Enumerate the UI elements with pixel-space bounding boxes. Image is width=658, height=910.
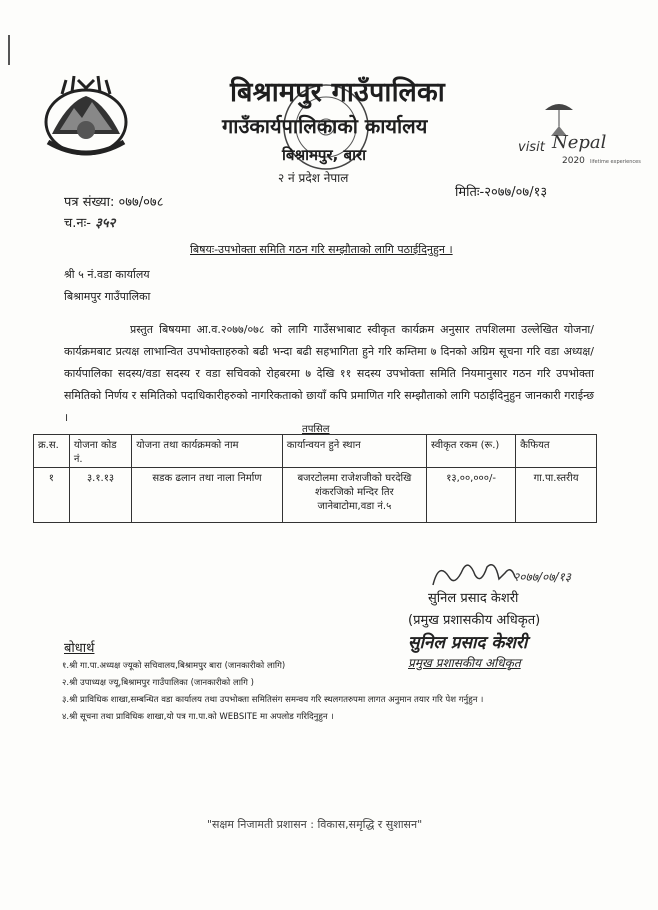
list-item: १.श्री गा.पा.अध्यक्ष ज्यूको सचिवालय,बिश्रामपुर बारा (जानकारीको लागि) [62, 661, 286, 671]
date-value: २०७७/०७/१३ [484, 185, 548, 200]
addressee-line-2: बिश्रामपुर गाउँपालिका [64, 290, 151, 303]
letter-subject: बिषयः-उपभोक्ता समिति गठन गरि सम्झौताको लागि पठाईदिनुहुन । [190, 243, 453, 256]
office-province: २ नं प्रदेश नेपाल [278, 171, 349, 185]
signature-date: २०७७/०७/१३ [513, 570, 572, 584]
cell-location: बजरटोलमा राजेशजीको घरदेखि शंकरजिको मन्दिर तिर जानेबाटोमा,वडा नं.५ [282, 468, 426, 523]
reference-label: पत्र संख्या: [64, 195, 115, 210]
name-stamp: सुनिल प्रसाद केशरी [408, 633, 528, 653]
letter-body: प्रस्तुत बिषयमा आ.व.२०७७/०७८ को लागि गाउँसभाबाट स्वीकृत कार्यक्रम अनुसार तपशिलमा उल्लेखित योजना/कार्यक्रमबाट प्रत्यक्ष लाभान्वित उपभोक्ताहरुको बढी भन्दा बढी सहभागिता हुने गरि कम्तिमा ७ दिनको अग्रिम सूचना गरि वडा अध्यक्ष/कार्यपालिका सदस्य/वडा सदस्य र वडा सचिवको रोहबरमा ७ देखि ११ सदस्य उपभोक्ता समिति नियमानुसार गठन गरि उपभोक्ता समितिको निर्णय र समितिको पदाधिकारीहरुको नागरिकताको छायाँ कपि प्रमाणित गरि सम्झौताको लागि पठाईदिनुहुन जानकारी गराईन्छ । [64, 323, 594, 424]
visit-nepal-year: 2020 [562, 156, 585, 166]
margin-mark [8, 35, 10, 65]
office-place: बिश्रामपुर, बारा [282, 146, 366, 164]
copies-heading: बोधार्थ [64, 641, 95, 656]
cell-remarks: गा.पा.स्तरीय [516, 468, 597, 523]
cell-code: ३.१.१३ [69, 468, 131, 523]
dispatch-value: ३५२ [95, 216, 116, 231]
municipality-name: बिश्रामपुर गाउँपालिका [230, 77, 445, 108]
reference-number [64, 192, 163, 210]
list-item: २.श्री उपाध्यक्ष ज्यू,बिश्रामपुर गाउँपालिका (जानकारीको लागि ) [62, 678, 254, 688]
copies-list [62, 658, 483, 726]
plan-table [33, 434, 597, 523]
title-stamp: प्रमुख प्रशासकीय अधिकृत [408, 656, 521, 670]
nepal-text: Nepal [552, 132, 607, 153]
reference-value: ०७७/०७८ [118, 195, 164, 210]
header-serial: क्र.स. [34, 435, 70, 468]
list-item: ४.श्री सूचना तथा प्राविधिक शाखा,यो पत्र गा.पा.को WEBSITE मा अपलोड गरिदिनुहुन । [62, 712, 334, 722]
footer-motto: "सक्षम निजामती प्रशासन : विकास,समृद्धि र सुशासन" [207, 818, 423, 831]
table-caption: तपसिल [302, 424, 330, 435]
visit-nepal-tagline: lifetime experiences [590, 159, 641, 165]
date-label: मितिः- [455, 185, 485, 200]
cell-amount: १३,००,०००/- [427, 468, 516, 523]
dispatch-label: च.नः- [64, 216, 91, 231]
signer-name: सुनिल प्रसाद केशरी [428, 591, 519, 606]
visit-text: visit [518, 140, 545, 155]
cell-serial: १ [34, 468, 70, 523]
table-header-row [34, 435, 597, 468]
nepal-emblem-icon [38, 72, 134, 164]
signer-title: (प्रमुख प्रशासकीय अधिकृत) [408, 613, 541, 628]
office-name: गाउँकार्यपालिकाको कार्यालय [222, 114, 428, 138]
header-code: योजना कोड नं. [69, 435, 131, 468]
cell-plan-name: सडक ढलान तथा नाला निर्माण [132, 468, 282, 523]
dispatch-number [64, 213, 115, 231]
list-item: ३.श्री प्राविधिक शाखा,सम्बन्धित वडा कार्यालय तथा उपभोक्ता समितिसंग समन्वय गरि स्थलगतरुपमा लागत अनुमान तयार गरि पेश गर्नुहुन । [62, 695, 484, 705]
addressee-line-1: श्री ५ नं.वडा कार्यालय [64, 268, 150, 281]
header-location: कार्यान्वयन हुने स्थान [282, 435, 426, 468]
header-plan-name: योजना तथा कार्यक्रमको नाम [132, 435, 282, 468]
header-remarks: कैफियत [516, 435, 597, 468]
letter-date [455, 182, 547, 200]
header-amount: स्वीकृत रकम (रू.) [427, 435, 516, 468]
table-row [34, 468, 597, 523]
